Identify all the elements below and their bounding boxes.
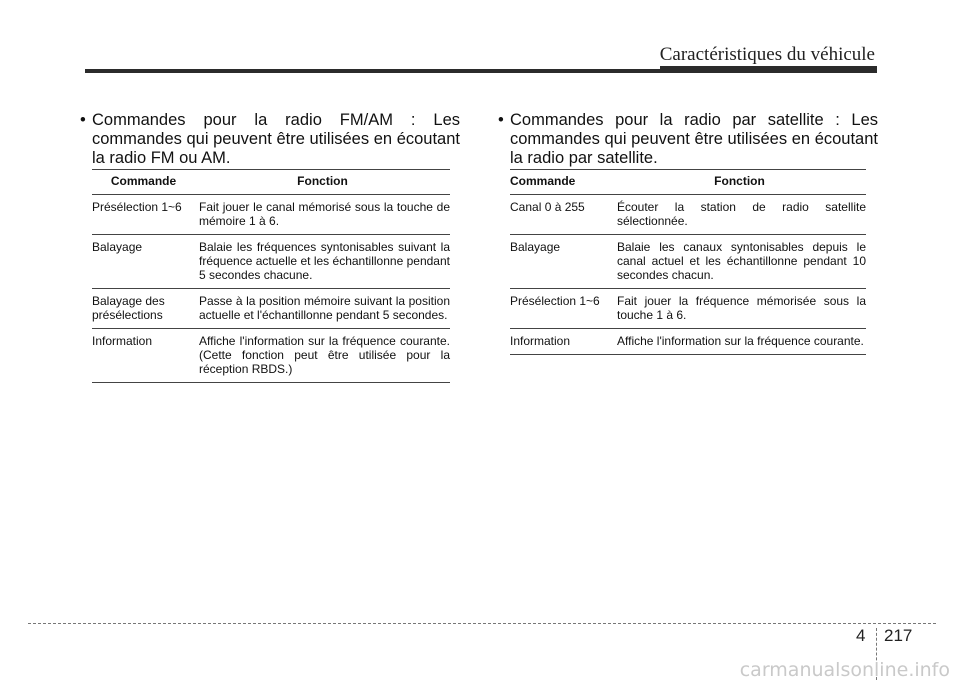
watermark: carmanualsonline.info — [739, 659, 950, 681]
table-row — [92, 329, 450, 383]
function-cell: Affiche l'information sur la fréquence courante. — [613, 329, 866, 355]
command-cell: Présélection 1~6 — [510, 289, 613, 329]
command-cell: Balayage — [510, 235, 613, 289]
bullet: • — [498, 111, 504, 129]
function-cell: Fait jouer le canal mémorisé sous la touche de mémoire 1 à 6. — [195, 195, 450, 235]
function-cell: Écouter la station de radio satellite sélectionnée. — [613, 195, 866, 235]
column-header-function: Fonction — [195, 170, 450, 195]
table-row — [92, 235, 450, 289]
intro-satellite-text: Commandes pour la radio par satellite : Les commandes qui peuvent être utilisées en écoutant la radio par satellite. — [510, 111, 878, 167]
table-row — [510, 235, 866, 289]
page-number: 217 — [884, 626, 913, 645]
column-header-command: Commande — [510, 170, 613, 195]
table-row — [510, 289, 866, 329]
command-cell: Balayage — [92, 235, 195, 289]
command-cell: Présélection 1~6 — [92, 195, 195, 235]
command-cell: Balayage des présélections — [92, 289, 195, 329]
intro-fm-am — [80, 111, 460, 168]
table-row — [510, 195, 866, 235]
fm-am-commands-table — [92, 169, 450, 383]
table-row — [510, 329, 866, 355]
page-section-title: Caractéristiques du véhicule — [659, 44, 875, 65]
table-row — [92, 289, 450, 329]
command-cell: Canal 0 à 255 — [510, 195, 613, 235]
intro-fm-am-text: Commandes pour la radio FM/AM : Les commandes qui peuvent être utilisées en écoutant la radio FM ou AM. — [92, 111, 460, 167]
chapter-number: 4 — [856, 626, 866, 645]
table-header-row — [510, 170, 866, 195]
function-cell: Balaie les fréquences syntonisables suivant la fréquence actuelle et les échantillonne pendant 5 secondes chacune. — [195, 235, 450, 289]
footer-divider — [28, 623, 936, 624]
bullet: • — [80, 111, 86, 129]
function-cell: Balaie les canaux syntonisables depuis le canal actuel et les échantillonne pendant 10 secondes chacun. — [613, 235, 866, 289]
header-rule — [85, 69, 877, 73]
function-cell: Passe à la position mémoire suivant la position actuelle et l'échantillonne pendant 5 secondes. — [195, 289, 450, 329]
function-cell: Fait jouer la fréquence mémorisée sous la touche 1 à 6. — [613, 289, 866, 329]
column-header-command: Commande — [92, 170, 195, 195]
satellite-commands-table — [510, 169, 866, 355]
function-cell: Affiche l'information sur la fréquence courante. (Cette fonction peut être utilisée pour la réception RBDS.) — [195, 329, 450, 383]
command-cell: Information — [510, 329, 613, 355]
column-header-function: Fonction — [613, 170, 866, 195]
table-row — [92, 195, 450, 235]
intro-satellite — [498, 111, 878, 168]
command-cell: Information — [92, 329, 195, 383]
table-header-row — [92, 170, 450, 195]
